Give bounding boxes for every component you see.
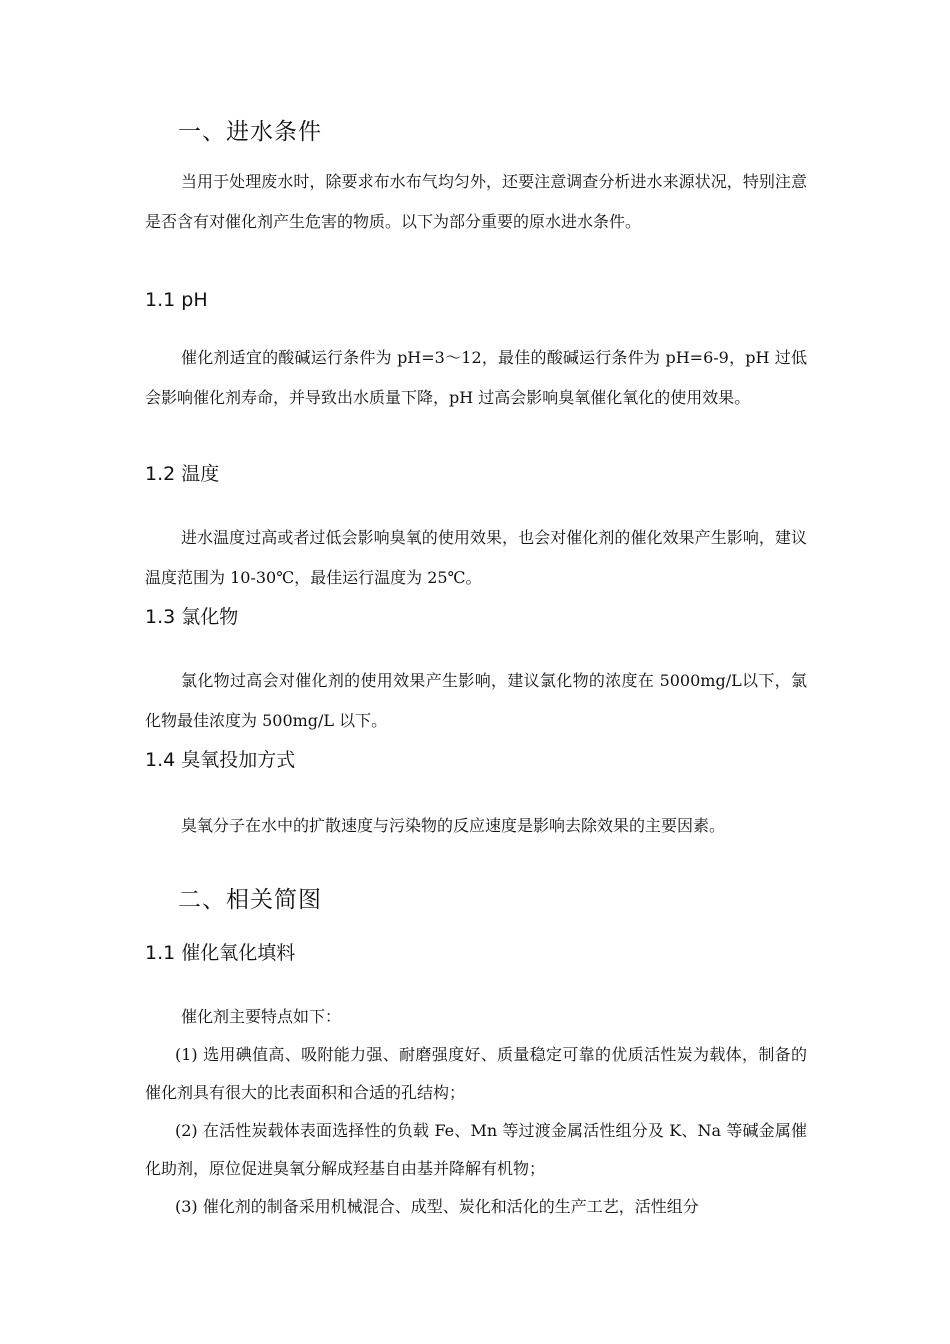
subsection-1-3-text: 氯化物过高会对催化剂的使用效果产生影响，建议氯化物的浓度在 5000mg/L以下，氯化物最佳浓度为 500mg/L 以下。 [145, 671, 807, 730]
subsection-1-2-heading: 1.2 温度 [145, 463, 220, 485]
section-1-title: 一、进水条件 [178, 119, 322, 145]
subsection-1-4-text: 臭氧分子在水中的扩散速度与污染物的反应速度是影响去除效果的主要因素。 [181, 816, 726, 835]
subsection-1-4-heading: 1.4 臭氧投加方式 [145, 749, 296, 771]
feature-item-2: (2) 在活性炭载体表面选择性的负载 Fe、Mn 等过渡金属活性组分及 K、Na 等碱金属催化助剂，原位促进臭氧分解成羟基自由基并降解有机物； [145, 1121, 807, 1178]
subsection-1-1-heading: 1.1 pH [145, 289, 208, 311]
section-1-intro: 当用于处理废水时，除要求布水布气均匀外，还要注意调查分析进水来源状况，特别注意是否含有对催化剂产生危害的物质。以下为部分重要的原水进水条件。 [145, 172, 807, 231]
features-lead: 催化剂主要特点如下： [181, 1007, 342, 1026]
subsection-1-3-heading: 1.3 氯化物 [145, 606, 239, 628]
subsection-1-1-text: 催化剂适宜的酸碱运行条件为 pH=3～12，最佳的酸碱运行条件为 pH=6-9，pH 过低会影响催化剂寿命，并导致出水质量下降，pH 过高会影响臭氧催化氧化的使用效果。 [145, 348, 807, 407]
feature-item-1: (1) 选用碘值高、吸附能力强、耐磨强度好、质量稳定可靠的优质活性炭为载体，制备的催化剂具有很大的比表面积和合适的孔结构； [145, 1045, 807, 1102]
subsection-2-1-heading: 1.1 催化氧化填料 [145, 942, 296, 964]
section-2-title: 二、相关简图 [178, 887, 322, 913]
feature-item-3: (3) 催化剂的制备采用机械混合、成型、炭化和活化的生产工艺，活性组分 [175, 1197, 699, 1216]
subsection-1-2-text: 进水温度过高或者过低会影响臭氧的使用效果，也会对催化剂的催化效果产生影响，建议温度范围为 10-30℃，最佳运行温度为 25℃。 [145, 528, 807, 587]
